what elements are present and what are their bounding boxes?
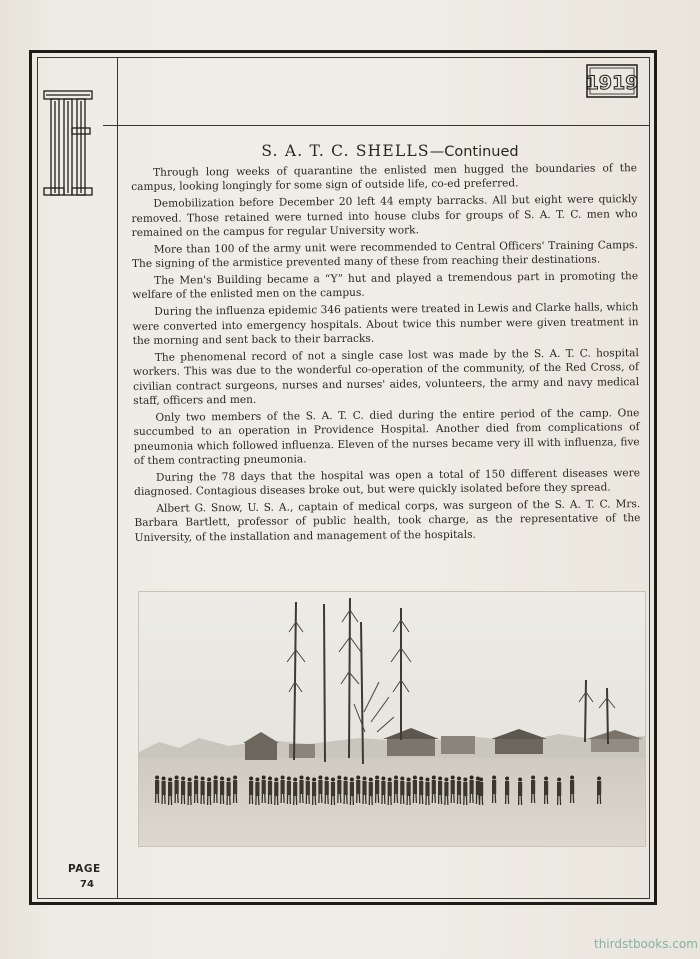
- paragraph: Albert G. Snow, U. S. A., captain of medical corps, was surgeon of the S. A. T. C. Mrs. Barbara Bartlett, professor of public health, took charge, as the representative of the University, of the installation and management of the hospitals.: [134, 498, 641, 544]
- paragraph: During the influenza epidemic 346 patients were treated in Lewis and Clarke halls, which were converted into emergency hospitals. About twice this number were given treatment in the morning and sent back to their barracks.: [132, 301, 639, 348]
- soldier-head: [155, 776, 159, 780]
- year-badge: [586, 64, 638, 98]
- soldier-figure: [268, 781, 272, 795]
- soldier-head: [312, 778, 316, 782]
- monogram-logo: [42, 88, 94, 198]
- soldier-head: [388, 778, 392, 782]
- soldier-head: [300, 776, 304, 780]
- soldier-head: [570, 776, 574, 780]
- soldier-figure: [181, 781, 185, 795]
- soldier-head: [227, 778, 231, 782]
- soldier-head: [214, 776, 218, 780]
- paragraph: More than 100 of the army unit were recommended to Central Officers' Training Camps. The signing of the armistice prevented many of these from reaching their destinations.: [131, 238, 638, 271]
- paragraph: Through long weeks of quarantine the enlisted men hugged the boundaries of the campus, looking longingly for some sign of outside life, co-ed preferred.: [131, 162, 638, 194]
- soldier-figure: [544, 781, 548, 795]
- soldier-figure: [413, 780, 417, 794]
- soldier-figure: [318, 780, 322, 794]
- sidebar-divider: [117, 58, 118, 898]
- photo-illustration: [139, 592, 645, 846]
- soldier-head: [331, 778, 335, 782]
- soldier-head: [426, 778, 430, 782]
- soldier-figure: [531, 780, 535, 794]
- soldier-head: [337, 776, 341, 780]
- soldier-figure: [299, 780, 303, 794]
- soldier-head: [262, 776, 266, 780]
- soldier-head: [597, 777, 601, 781]
- article-title-main: S. A. T. C. SHELLS: [261, 142, 430, 160]
- soldier-figure: [220, 781, 224, 795]
- soldier-head: [268, 777, 272, 781]
- year-text: 1919: [586, 72, 638, 94]
- soldier-head: [463, 778, 467, 782]
- soldier-head: [175, 776, 179, 780]
- soldier-figure: [369, 782, 373, 796]
- soldier-figure: [394, 780, 398, 794]
- soldier-figure: [325, 781, 329, 795]
- watermark: thirdstbooks.com: [594, 937, 698, 951]
- paragraph: Only two members of the S. A. T. C. died during the entire period of the camp. One succumbed to an operation in Providence Hospital. Another died from complications of pneumonia which followed influenza. Eleven of the nurses became very ill with influenza, five of them contracting pneumonia.: [133, 406, 640, 468]
- soldier-figure: [281, 780, 285, 794]
- soldier-figure: [233, 780, 237, 794]
- soldier-head: [220, 777, 224, 781]
- soldier-figure: [557, 782, 561, 796]
- soldier-head: [356, 776, 360, 780]
- soldier-head: [233, 776, 237, 780]
- soldier-figure: [518, 782, 522, 796]
- soldier-figure: [162, 781, 166, 795]
- soldier-head: [505, 777, 509, 781]
- soldier-figure: [293, 782, 297, 796]
- soldier-head: [470, 776, 474, 780]
- soldier-head: [325, 777, 329, 781]
- soldier-head: [181, 777, 185, 781]
- soldier-head: [293, 778, 297, 782]
- soldier-figure: [306, 781, 310, 795]
- header-divider: [103, 125, 650, 126]
- soldier-head: [168, 778, 172, 782]
- soldier-figure: [312, 782, 316, 796]
- page-number: 74: [80, 879, 94, 890]
- soldier-figure: [344, 781, 348, 795]
- soldier-head: [432, 776, 436, 780]
- soldier-head: [255, 778, 259, 782]
- soldier-figure: [350, 782, 354, 796]
- soldier-figure: [457, 781, 461, 795]
- soldier-head: [544, 777, 548, 781]
- soldier-head: [557, 778, 561, 782]
- soldier-figure: [362, 781, 366, 795]
- soldier-figure: [331, 782, 335, 796]
- soldier-figure: [470, 780, 474, 794]
- soldier-head: [531, 776, 535, 780]
- soldier-head: [381, 777, 385, 781]
- soldier-figure: [356, 780, 360, 794]
- photograph-soldiers: [138, 591, 646, 847]
- soldier-head: [287, 777, 291, 781]
- soldier-head: [194, 776, 198, 780]
- page-label: PAGE: [68, 863, 101, 875]
- soldier-figure: [505, 781, 509, 795]
- article-title-suffix: —Continued: [429, 144, 519, 160]
- soldier-figure: [444, 782, 448, 796]
- soldier-head: [438, 777, 442, 781]
- soldier-figure: [255, 782, 259, 796]
- soldier-figure: [388, 782, 392, 796]
- paragraph: The phenomenal record of not a single case lost was made by the S. A. T. C. hospital workers. This was due to the wonderful co-operation of the community, of the Red Cross, of civilian contract surgeons, nurses and nurses' aides, volunteers, the army and navy medical staff, officers and men.: [132, 346, 640, 408]
- soldier-head: [249, 777, 253, 781]
- soldier-figure: [337, 780, 341, 794]
- soldier-figure: [188, 782, 192, 796]
- soldier-head: [188, 778, 192, 782]
- soldier-figure: [262, 780, 266, 794]
- soldier-figure: [419, 781, 423, 795]
- soldier-figure: [175, 780, 179, 794]
- soldier-head: [375, 776, 379, 780]
- soldier-figure: [381, 781, 385, 795]
- soldier-figure: [451, 780, 455, 794]
- soldier-head: [419, 777, 423, 781]
- soldier-head: [518, 778, 522, 782]
- soldier-figure: [227, 782, 231, 796]
- soldier-figure: [201, 781, 205, 795]
- soldier-head: [400, 777, 404, 781]
- soldier-figure: [375, 780, 379, 794]
- soldier-head: [350, 778, 354, 782]
- soldier-figure: [194, 780, 198, 794]
- soldier-figure: [400, 781, 404, 795]
- soldier-head: [306, 777, 310, 781]
- soldier-figure: [438, 781, 442, 795]
- soldier-figure: [274, 782, 278, 796]
- soldier-head: [457, 777, 461, 781]
- soldier-figure: [479, 782, 483, 796]
- soldier-head: [444, 778, 448, 782]
- soldier-head: [407, 778, 411, 782]
- soldier-figure: [432, 780, 436, 794]
- soldier-head: [344, 777, 348, 781]
- soldier-head: [369, 778, 373, 782]
- soldier-figure: [214, 780, 218, 794]
- soldier-figure: [492, 780, 496, 794]
- soldier-figure: [155, 780, 159, 794]
- soldier-figure: [570, 780, 574, 794]
- soldier-head: [201, 777, 205, 781]
- soldier-head: [207, 778, 211, 782]
- soldier-figure: [168, 782, 172, 796]
- soldier-figure: [249, 781, 253, 795]
- soldier-figure: [287, 781, 291, 795]
- soldier-figure: [425, 782, 429, 796]
- soldier-head: [413, 776, 417, 780]
- soldier-head: [274, 778, 278, 782]
- soldier-figure: [597, 781, 601, 795]
- soldier-head: [451, 776, 455, 780]
- soldier-figure: [207, 782, 211, 796]
- paragraph: The Men's Building became a “Y” hut and played a tremendous part in promoting the welfare of the enlisted men on the campus.: [132, 270, 639, 302]
- soldier-head: [394, 776, 398, 780]
- soldier-head: [492, 776, 496, 780]
- paragraph: Demobilization before December 20 left 44 empty barracks. All but eight were quickly removed. Those retained were turned into house clubs for groups of S. A. T. C. men who remained on the campus for regular University work.: [131, 193, 638, 240]
- soldier-figure: [463, 782, 467, 796]
- soldier-figure: [407, 782, 411, 796]
- soldier-head: [281, 776, 285, 780]
- soldier-head: [479, 778, 483, 782]
- paragraph: During the 78 days that the hospital was open a total of 150 different diseases were diagnosed. Contagious diseases broke out, but were quickly isolated before they spread.: [134, 466, 641, 499]
- article-title: [130, 142, 650, 160]
- soldier-head: [162, 777, 166, 781]
- soldier-head: [363, 777, 367, 781]
- article-body: [131, 161, 641, 548]
- soldier-head: [318, 776, 322, 780]
